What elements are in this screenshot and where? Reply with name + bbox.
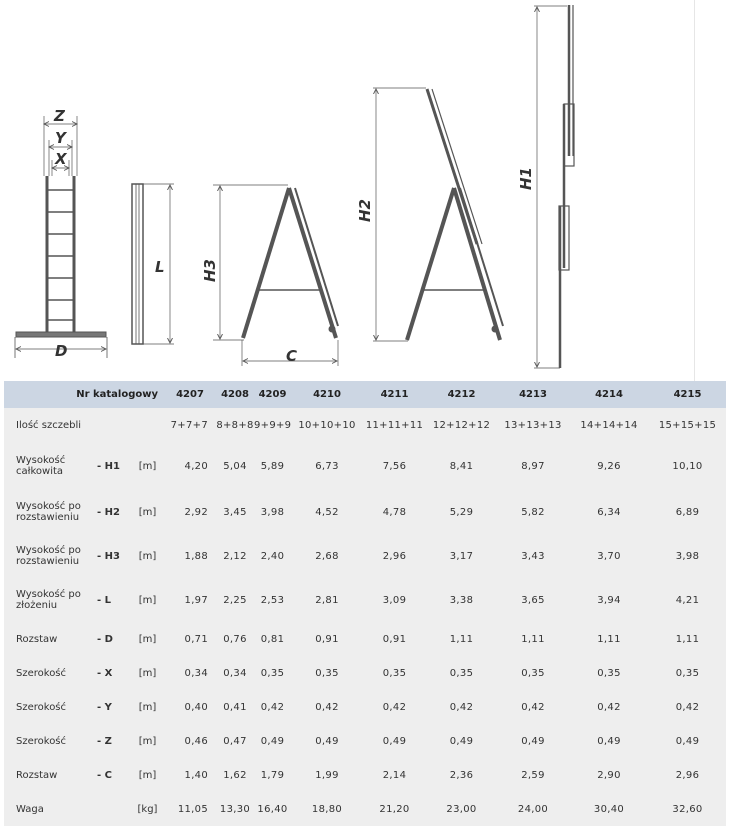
cell-value: 9,26 — [569, 442, 649, 490]
cell-value: 2,14 — [363, 758, 426, 792]
row-symbol: - H2 — [93, 490, 131, 534]
cell-value: 0,35 — [569, 656, 649, 690]
cell-value: 0,42 — [363, 690, 426, 724]
cell-value: 0,35 — [426, 656, 497, 690]
cell-value: 2,12 — [216, 534, 254, 578]
row-unit: [kg] — [131, 792, 164, 826]
table-row — [4, 758, 726, 792]
cell-value: 0,46 — [164, 724, 216, 758]
table-header-row — [4, 381, 726, 408]
cell-value: 4,21 — [649, 578, 726, 622]
header-catalog-number: Nr katalogowy — [4, 381, 164, 408]
row-label — [4, 724, 93, 758]
row-unit: [m] — [131, 578, 164, 622]
cell-value: 1,11 — [649, 622, 726, 656]
cell-value: 6,73 — [291, 442, 363, 490]
row-symbol: - Z — [93, 724, 131, 758]
row-unit: [m] — [131, 534, 164, 578]
row-label-line: rozstawieniu — [16, 512, 80, 523]
row-label — [4, 490, 93, 534]
cell-value: 2,96 — [649, 758, 726, 792]
cell-value: 8,97 — [497, 442, 569, 490]
label-h2: H2 — [356, 199, 374, 222]
cell-value: 7,56 — [363, 442, 426, 490]
cell-value: 3,94 — [569, 578, 649, 622]
cell-value: 2,59 — [497, 758, 569, 792]
cell-value: 1,62 — [216, 758, 254, 792]
cell-value: 30,40 — [569, 792, 649, 826]
row-label-line: Rozstaw — [16, 633, 58, 645]
cell-value: 3,09 — [363, 578, 426, 622]
cell-value: 0,49 — [291, 724, 363, 758]
cell-value: 0,40 — [164, 690, 216, 724]
row-label: Ilość szczebli — [4, 408, 164, 442]
cell-value: 0,42 — [426, 690, 497, 724]
ladder-folded-view — [132, 184, 174, 344]
cell-value: 12+12+12 — [426, 408, 497, 442]
header-model: 4214 — [569, 381, 649, 408]
row-label-line: Waga — [16, 803, 44, 815]
row-label-line: Szerokość — [16, 735, 67, 747]
cell-value: 1,99 — [291, 758, 363, 792]
cell-value: 11,05 — [164, 792, 216, 826]
row-label-line: Szerokość — [16, 701, 67, 713]
cell-value: 2,92 — [164, 490, 216, 534]
row-label — [4, 758, 93, 792]
cell-value: 0,91 — [291, 622, 363, 656]
row-symbol: - D — [93, 622, 131, 656]
cell-value: 4,78 — [363, 490, 426, 534]
cell-value: 0,34 — [164, 656, 216, 690]
ladder-a-frame-view — [213, 185, 338, 366]
cell-value: 0,41 — [216, 690, 254, 724]
row-label — [4, 792, 93, 826]
label-z: Z — [54, 107, 65, 125]
cell-value: 0,35 — [363, 656, 426, 690]
cell-value: 0,49 — [649, 724, 726, 758]
cell-value: 10,10 — [649, 442, 726, 490]
header-model: 4209 — [254, 381, 291, 408]
cell-value: 2,25 — [216, 578, 254, 622]
spec-table — [4, 381, 726, 826]
cell-value: 2,90 — [569, 758, 649, 792]
cell-value: 1,11 — [497, 622, 569, 656]
table-row — [4, 408, 726, 442]
table-row — [4, 690, 726, 724]
cell-value: 0,35 — [254, 656, 291, 690]
cell-value: 3,45 — [216, 490, 254, 534]
table-row — [4, 490, 726, 534]
cell-value: 0,35 — [497, 656, 569, 690]
cell-value: 0,81 — [254, 622, 291, 656]
cell-value: 3,70 — [569, 534, 649, 578]
cell-value: 7+7+7 — [164, 408, 216, 442]
header-model: 4213 — [497, 381, 569, 408]
cell-value: 6,89 — [649, 490, 726, 534]
cell-value: 0,47 — [216, 724, 254, 758]
cell-value: 0,49 — [569, 724, 649, 758]
cell-value: 1,97 — [164, 578, 216, 622]
row-label — [4, 622, 93, 656]
cell-value: 0,49 — [363, 724, 426, 758]
row-label — [4, 534, 93, 578]
row-label-line: Wysokość — [16, 455, 66, 466]
row-unit: [m] — [131, 724, 164, 758]
cell-value: 5,82 — [497, 490, 569, 534]
cell-value: 0,49 — [497, 724, 569, 758]
cell-value: 0,42 — [254, 690, 291, 724]
cell-value: 1,40 — [164, 758, 216, 792]
cell-value: 2,36 — [426, 758, 497, 792]
cell-value: 0,42 — [649, 690, 726, 724]
row-unit: [m] — [131, 490, 164, 534]
cell-value: 3,98 — [649, 534, 726, 578]
ladder-extended-a-frame-view — [373, 88, 503, 341]
cell-value: 3,43 — [497, 534, 569, 578]
cell-value: 13,30 — [216, 792, 254, 826]
cell-value: 2,40 — [254, 534, 291, 578]
label-h1: H1 — [517, 167, 535, 190]
table-row — [4, 534, 726, 578]
cell-value: 11+11+11 — [363, 408, 426, 442]
cell-value: 2,81 — [291, 578, 363, 622]
cell-value: 32,60 — [649, 792, 726, 826]
cell-value: 21,20 — [363, 792, 426, 826]
header-model: 4215 — [649, 381, 726, 408]
cell-value: 2,53 — [254, 578, 291, 622]
cell-value: 0,91 — [363, 622, 426, 656]
label-y: Y — [55, 129, 66, 147]
header-model: 4208 — [216, 381, 254, 408]
row-symbol: - L — [93, 578, 131, 622]
table-row — [4, 622, 726, 656]
cell-value: 23,00 — [426, 792, 497, 826]
label-d: D — [55, 342, 68, 360]
cell-value: 0,42 — [497, 690, 569, 724]
cell-value: 16,40 — [254, 792, 291, 826]
row-label-line: złożeniu — [16, 600, 58, 611]
cell-value: 8,41 — [426, 442, 497, 490]
header-model: 4211 — [363, 381, 426, 408]
cell-value: 18,80 — [291, 792, 363, 826]
header-model: 4210 — [291, 381, 363, 408]
cell-value: 14+14+14 — [569, 408, 649, 442]
cell-value: 4,52 — [291, 490, 363, 534]
cell-value: 5,29 — [426, 490, 497, 534]
cell-value: 1,79 — [254, 758, 291, 792]
row-unit: [m] — [131, 622, 164, 656]
cell-value: 0,34 — [216, 656, 254, 690]
cell-value: 2,96 — [363, 534, 426, 578]
row-label — [4, 690, 93, 724]
row-label-line: Rozstaw — [16, 769, 58, 781]
cell-value: 0,71 — [164, 622, 216, 656]
cell-value: 3,65 — [497, 578, 569, 622]
cell-value: 1,11 — [426, 622, 497, 656]
cell-value: 3,98 — [254, 490, 291, 534]
cell-value: 0,49 — [254, 724, 291, 758]
row-symbol: - H1 — [93, 442, 131, 490]
cell-value: 24,00 — [497, 792, 569, 826]
cell-value: 8+8+8 — [216, 408, 254, 442]
row-label-line: Wysokość po — [16, 501, 81, 512]
cell-value: 5,04 — [216, 442, 254, 490]
row-symbol: - C — [93, 758, 131, 792]
row-label-line: całkowita — [16, 466, 64, 477]
header-model: 4207 — [164, 381, 216, 408]
table-row — [4, 656, 726, 690]
table-row — [4, 578, 726, 622]
row-label — [4, 656, 93, 690]
row-symbol: - Y — [93, 690, 131, 724]
cell-value: 10+10+10 — [291, 408, 363, 442]
ladder-full-extension-view — [534, 5, 574, 368]
cell-value: 0,42 — [291, 690, 363, 724]
row-label-line: Wysokość po — [16, 545, 81, 556]
row-label-line: Szerokość — [16, 667, 67, 679]
table-row — [4, 724, 726, 758]
cell-value: 1,88 — [164, 534, 216, 578]
cell-value: 3,17 — [426, 534, 497, 578]
row-unit: [m] — [131, 442, 164, 490]
row-symbol: - X — [93, 656, 131, 690]
row-label-line: rozstawieniu — [16, 556, 80, 567]
cell-value: 4,20 — [164, 442, 216, 490]
table-row — [4, 792, 726, 826]
row-unit: [m] — [131, 758, 164, 792]
header-model: 4212 — [426, 381, 497, 408]
row-label — [4, 442, 93, 490]
cell-value: 0,35 — [291, 656, 363, 690]
cell-value: 9+9+9 — [254, 408, 291, 442]
cell-value: 6,34 — [569, 490, 649, 534]
cell-value: 2,68 — [291, 534, 363, 578]
ladder-dimension-diagram — [0, 0, 729, 382]
row-unit: [m] — [131, 690, 164, 724]
cell-value: 1,11 — [569, 622, 649, 656]
cell-value: 15+15+15 — [649, 408, 726, 442]
table-row — [4, 442, 726, 490]
cell-value: 0,76 — [216, 622, 254, 656]
label-c: C — [286, 347, 298, 365]
row-label — [4, 578, 93, 622]
cell-value: 0,42 — [569, 690, 649, 724]
row-unit: [m] — [131, 656, 164, 690]
label-x: X — [55, 150, 67, 168]
cell-value: 0,35 — [649, 656, 726, 690]
cell-value: 13+13+13 — [497, 408, 569, 442]
cell-value: 0,49 — [426, 724, 497, 758]
row-symbol: - H3 — [93, 534, 131, 578]
cell-value: 3,38 — [426, 578, 497, 622]
row-symbol — [93, 792, 131, 826]
cell-value: 5,89 — [254, 442, 291, 490]
label-h3: H3 — [201, 259, 219, 282]
row-label-line: Wysokość po — [16, 589, 81, 600]
label-l: L — [155, 258, 165, 276]
